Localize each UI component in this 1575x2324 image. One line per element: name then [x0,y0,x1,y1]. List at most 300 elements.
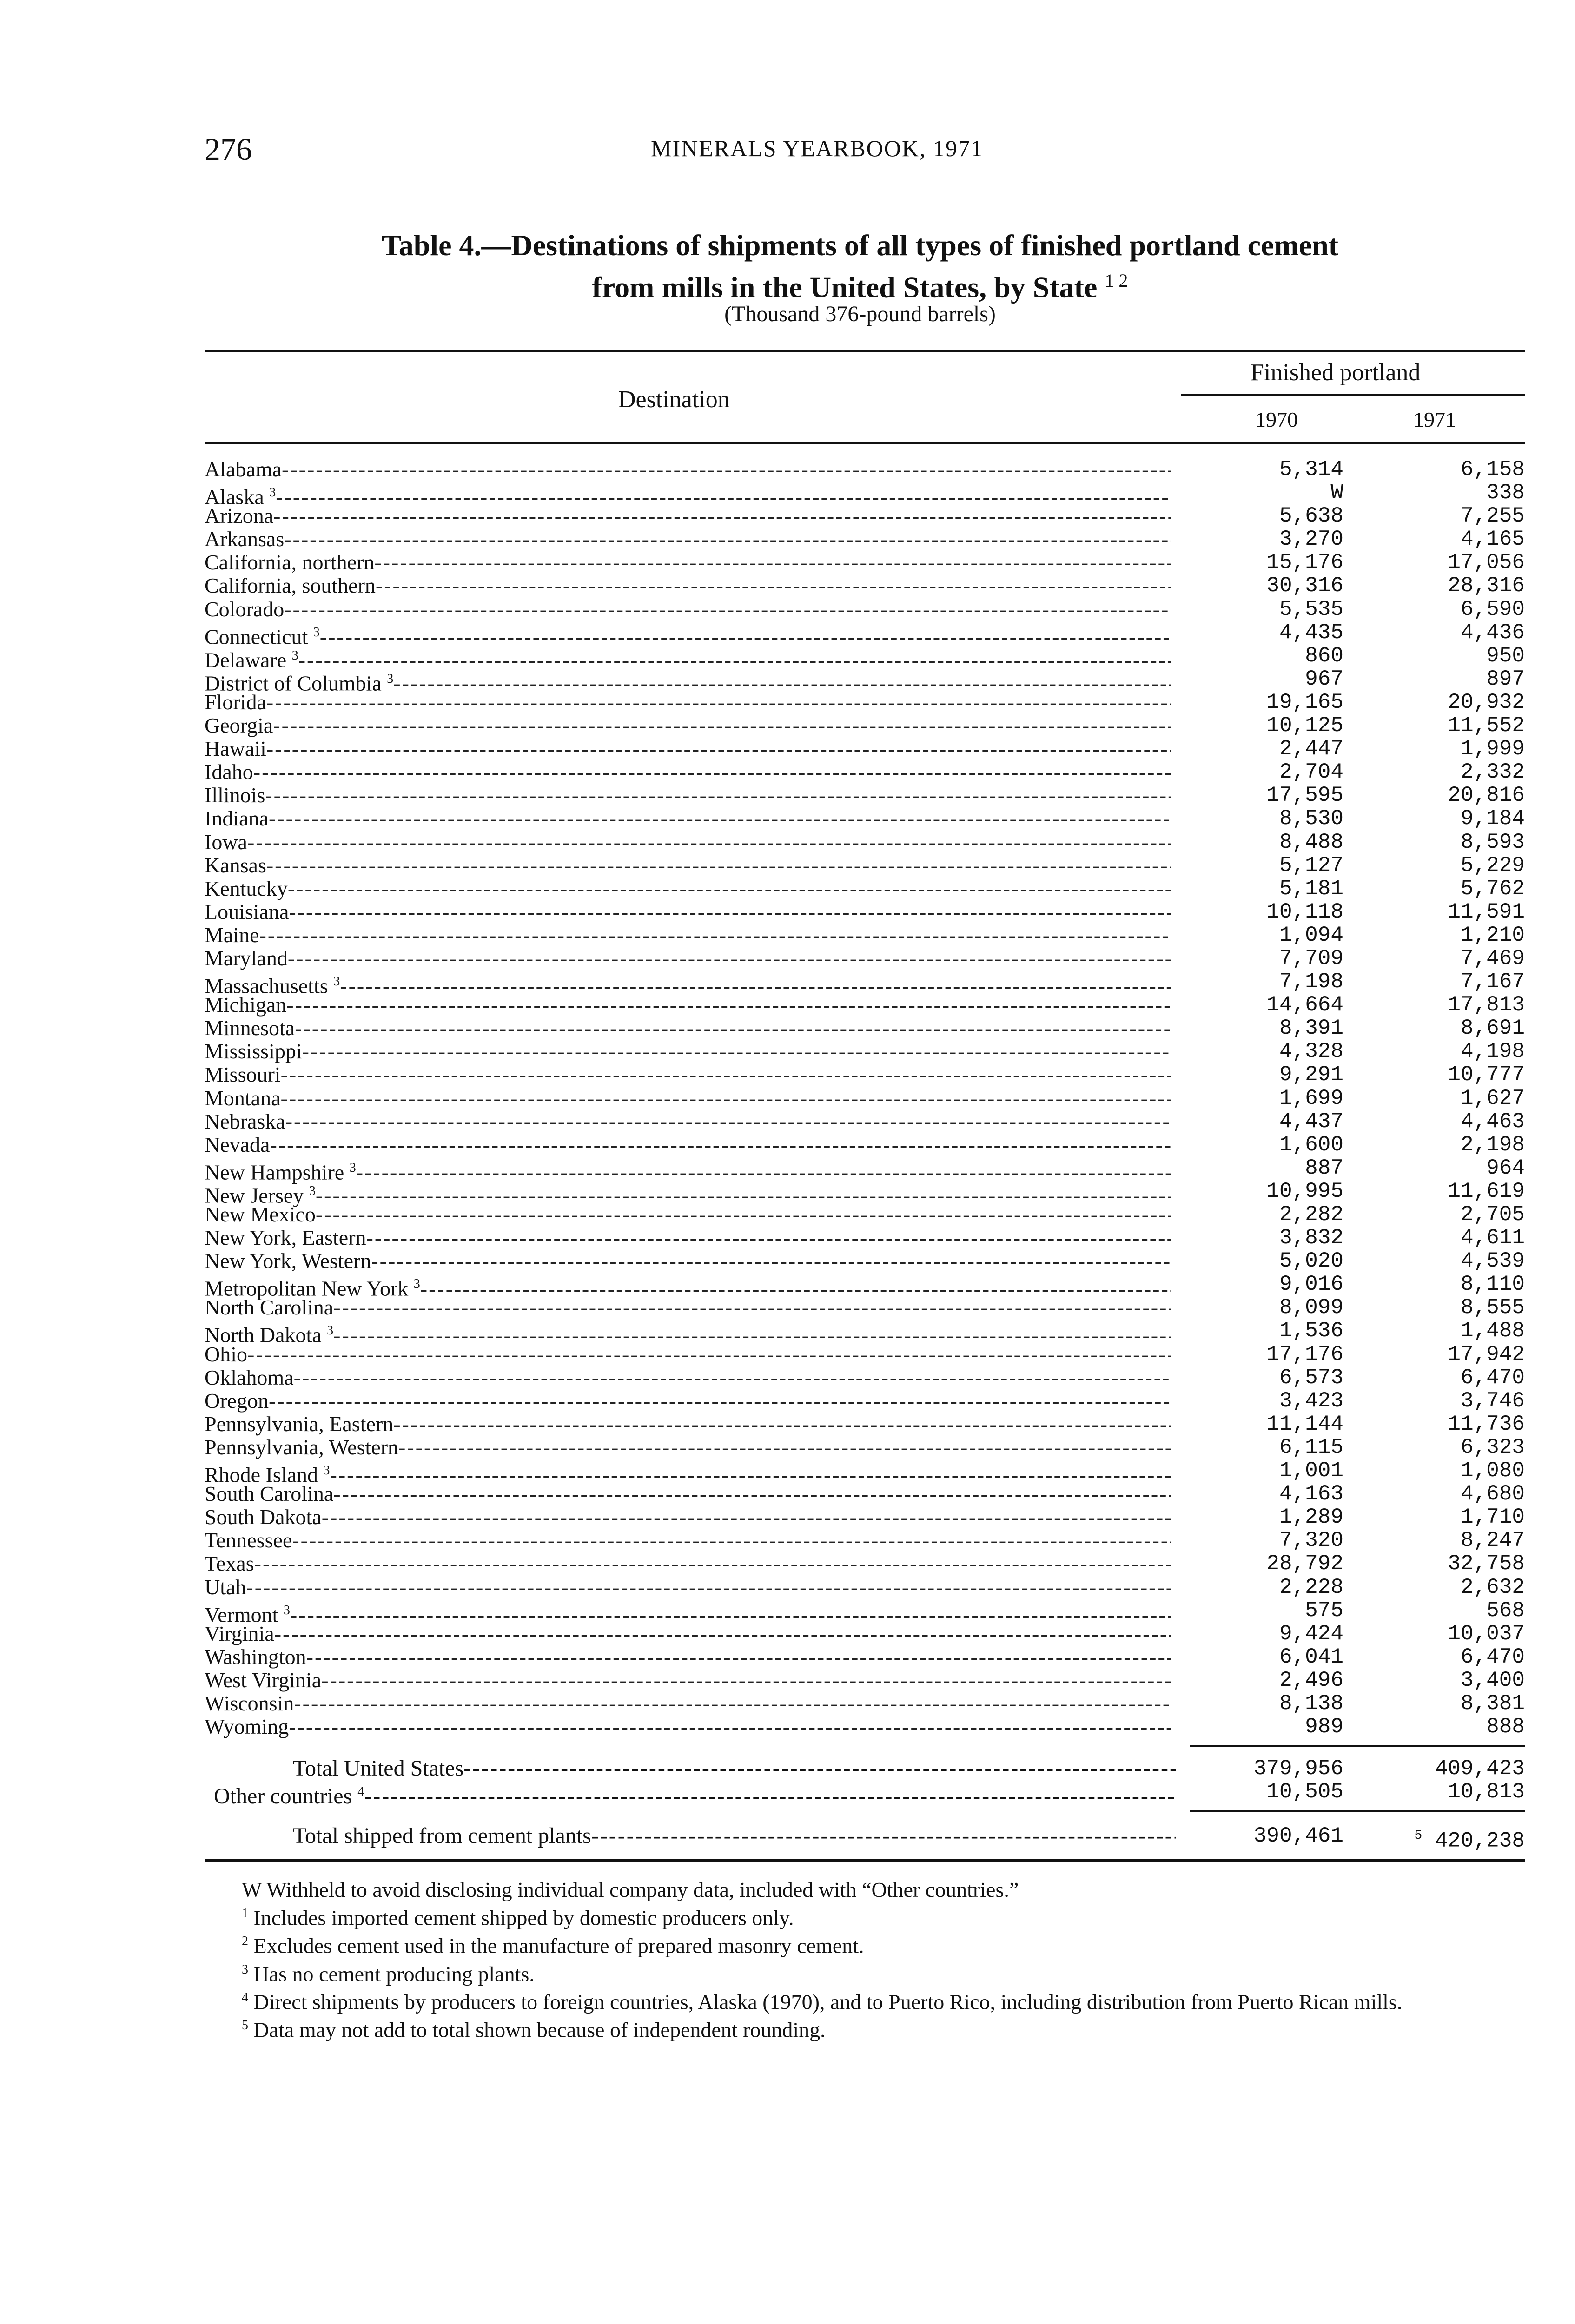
footnote-text: Withheld to avoid disclosing individual company data, included with “Other countries.” [266,1878,1019,1901]
other-countries-1971: 10,813 [1448,1780,1525,1804]
state-label [205,714,1171,737]
value-1971: 28,316 [1448,574,1525,598]
state-name: Hawaii [205,737,266,761]
value-1971: 9,184 [1460,806,1525,831]
value-1970: 6,573 [1279,1365,1343,1390]
total-united-states-text: Total United States [293,1757,464,1780]
table-row [205,1598,1525,1626]
state-name: Pennsylvania, Eastern [205,1412,394,1436]
value-1970: 9,291 [1279,1063,1343,1087]
table-row [205,947,1525,970]
value-1970: 19,165 [1266,690,1343,714]
state-name: Georgia [205,714,273,738]
state-name: New York, Eastern [205,1226,366,1250]
value-1971: 7,255 [1460,504,1525,528]
value-1971: 3,746 [1460,1388,1525,1413]
state-name: Texas [205,1552,254,1576]
value-1970: 8,530 [1279,806,1343,831]
state-name: Wyoming [205,1715,289,1739]
table-row [205,1179,1525,1208]
state-name: Minnesota [205,1017,295,1040]
table-row [205,1249,1525,1273]
table-row [205,1576,1525,1599]
total-shipped-1970: 390,461 [1253,1824,1343,1848]
other-countries-label [214,1780,1176,1808]
value-1970: 2,447 [1279,737,1343,761]
state-label [205,1343,1171,1366]
table-row [205,784,1525,807]
footnote [218,1986,1520,2014]
table-row [205,481,1525,509]
footnote-mark: 3 [283,1603,290,1618]
header-bottom-rule [205,442,1525,444]
table-row [205,1203,1525,1226]
table-row [205,1529,1525,1552]
table-row [205,1226,1525,1249]
value-1971: 5,762 [1460,876,1525,901]
table-row [205,854,1525,877]
footnote-mark: 1 [242,1906,248,1921]
value-1971: 950 [1486,643,1525,668]
state-label [205,1715,1171,1738]
state-name: District of Columbia [205,671,382,695]
state-label [205,1087,1171,1110]
table-row [205,458,1525,481]
value-1970: 10,125 [1266,713,1343,738]
value-1971: 4,463 [1460,1109,1525,1134]
value-1970: 11,144 [1266,1412,1343,1436]
other-countries-row [214,1780,1525,1808]
state-label [205,458,1171,481]
value-1970: 5,314 [1279,457,1343,482]
value-1970: 17,595 [1266,783,1343,808]
state-label [205,877,1171,900]
value-1971: 1,080 [1460,1459,1525,1483]
value-1970: 860 [1305,643,1343,668]
state-name: Washington [205,1645,306,1669]
state-label [205,993,1171,1017]
running-title: MINERALS YEARBOOK, 1971 [651,135,983,161]
table-row [205,970,1525,998]
value-1971: 1,210 [1460,923,1525,947]
state-name: Colorado [205,597,285,621]
footnote-mark: 3 [269,485,276,500]
state-label [205,551,1171,574]
value-1971: 8,247 [1460,1528,1525,1553]
state-name: New Mexico [205,1203,316,1226]
table-row [205,1692,1525,1715]
value-1970: 1,001 [1279,1459,1343,1483]
table-row [205,1040,1525,1063]
footnote-mark: 3 [291,648,298,663]
state-name: New Hampshire [205,1160,344,1184]
value-1970: 8,099 [1279,1295,1343,1320]
footnote-mark: 3 [327,1323,334,1338]
value-1971: 4,436 [1460,620,1525,645]
table-row [205,1482,1525,1505]
table-row [205,1389,1525,1413]
state-name: Maryland [205,946,288,970]
value-1970: 887 [1305,1155,1343,1180]
state-name: Iowa [205,830,247,854]
table-row [205,1715,1525,1738]
other-countries-1970: 10,505 [1266,1780,1343,1804]
state-label [205,504,1171,528]
footnote-mark: 3 [349,1160,356,1175]
state-name: West Virginia [205,1668,322,1692]
value-1971: 568 [1486,1598,1525,1623]
total-united-states-row [293,1757,1525,1780]
value-1970: 1,094 [1279,923,1343,947]
value-1971: 2,632 [1460,1575,1525,1599]
state-name: North Dakota [205,1323,322,1347]
state-label [205,1413,1171,1436]
value-1970: 3,832 [1279,1226,1343,1250]
state-label [205,691,1171,714]
table-row [205,1436,1525,1459]
state-name: Alabama [205,458,282,481]
value-1970: 575 [1305,1598,1343,1623]
table-row [205,1459,1525,1487]
other-countries-footnote-mark: 4 [357,1784,364,1799]
table-row [205,807,1525,830]
table-row [205,737,1525,760]
value-1970: 30,316 [1266,574,1343,598]
state-label [205,1552,1171,1575]
state-label [205,854,1171,877]
footnote-mark: 4 [242,1990,248,2005]
total-united-states-1970: 379,956 [1253,1756,1343,1781]
subtotal-rule [1190,1745,1525,1747]
state-label [205,1669,1171,1692]
state-label [205,1505,1171,1529]
state-label [205,1529,1171,1552]
total-shipped-footnote-mark: 5 [1414,1829,1423,1843]
value-1971: 7,167 [1460,970,1525,994]
state-label [205,1040,1171,1063]
footnote-mark: 3 [323,1463,330,1478]
state-name: Vermont [205,1602,278,1626]
state-label [205,1692,1171,1715]
table-row [205,1017,1525,1040]
value-1971: 11,591 [1448,899,1525,924]
table-row [205,831,1525,854]
table-row [205,1296,1525,1319]
footnote-mark: 3 [242,1962,248,1977]
value-1970: 5,535 [1279,597,1343,621]
table-row [205,643,1525,672]
value-1971: 11,619 [1448,1179,1525,1203]
table-subtitle: (Thousand 376-pound barrels) [724,302,996,326]
value-1971: 6,158 [1460,457,1525,482]
table-row [205,1669,1525,1692]
table-row [205,620,1525,648]
column-group-finished-portland: Finished portland [1251,359,1421,386]
table-row [205,1319,1525,1347]
total-shipped-row [293,1824,1525,1853]
footnote-mark: W [242,1878,262,1901]
state-label [205,598,1171,621]
state-name: Wisconsin [205,1691,294,1715]
state-name: Louisiana [205,900,289,924]
table-title [279,228,1441,305]
value-1971: 2,332 [1460,760,1525,785]
value-1971: 11,736 [1448,1412,1525,1436]
state-name: South Dakota [205,1505,322,1529]
value-1970: 7,709 [1279,946,1343,971]
value-1971: 4,680 [1460,1482,1525,1506]
value-1971: 4,165 [1460,527,1525,552]
title-line-2 [279,263,1441,305]
value-1970: 4,435 [1279,620,1343,645]
value-1971: 1,488 [1460,1319,1525,1343]
value-1970: 8,488 [1279,830,1343,854]
table-row [205,1063,1525,1086]
table-body [205,458,1525,1738]
state-label [205,1249,1171,1273]
state-name: Massachusetts [205,974,328,998]
value-1970: 17,176 [1266,1342,1343,1367]
state-name: South Carolina [205,1482,334,1506]
state-label [205,574,1171,597]
table-bottom-rule [205,1859,1525,1862]
table-row [205,598,1525,621]
value-1970: 5,181 [1279,876,1343,901]
top-rule [205,350,1525,352]
table-row [205,714,1525,737]
state-label [205,1017,1171,1040]
total-united-states-1971: 409,423 [1435,1756,1525,1781]
table-row [205,1087,1525,1110]
state-label [205,807,1171,830]
state-name: California, northern [205,551,375,574]
value-1971: 8,381 [1460,1691,1525,1716]
value-1970: 2,228 [1279,1575,1343,1599]
table-row [205,1343,1525,1366]
state-name: Virginia [205,1622,274,1645]
value-1970: 9,424 [1279,1621,1343,1646]
table-row [205,667,1525,695]
value-1970: 14,664 [1266,993,1343,1017]
value-1970: 2,496 [1279,1668,1343,1692]
state-name: Ohio [205,1342,247,1366]
value-1970: W [1330,481,1343,505]
state-label [205,1366,1171,1389]
value-1970: 28,792 [1266,1552,1343,1576]
footnote-text: Direct shipments by producers to foreign countries, Alaska (1970), and to Puerto Rico, including distribution from Puerto Rican mills. [253,1990,1403,2014]
state-name: Oklahoma [205,1366,294,1389]
table-row [205,1645,1525,1669]
state-name: Nebraska [205,1109,285,1133]
value-1970: 6,041 [1279,1644,1343,1669]
value-1971: 5,229 [1460,853,1525,878]
value-1970: 6,115 [1279,1435,1343,1459]
table-row [205,760,1525,784]
state-name: Illinois [205,784,265,807]
value-1971: 32,758 [1448,1552,1525,1576]
value-1971: 17,942 [1448,1342,1525,1367]
value-1971: 1,710 [1460,1505,1525,1530]
footnote [218,1878,1520,1901]
state-name: Oregon [205,1389,269,1413]
value-1971: 2,198 [1460,1132,1525,1157]
state-name: Mississippi [205,1040,302,1063]
value-1970: 989 [1305,1715,1343,1739]
value-1971: 3,400 [1460,1668,1525,1692]
state-name: Michigan [205,993,287,1017]
column-header-destination: Destination [618,386,730,413]
table-row [205,1366,1525,1389]
footnote-mark: 3 [333,974,340,989]
footnote-text: Includes imported cement shipped by domestic producers only. [253,1906,794,1930]
state-name: Tennessee [205,1529,292,1552]
footnote-text: Data may not add to total shown because of independent rounding. [253,2018,826,2042]
table-row [205,574,1525,597]
value-1970: 1,600 [1279,1132,1343,1157]
state-label [205,1296,1171,1319]
value-1971: 897 [1486,667,1525,691]
title-footnote-marks: 1 2 [1105,270,1128,291]
value-1970: 10,995 [1266,1179,1343,1203]
value-1971: 20,816 [1448,783,1525,808]
state-label [205,900,1171,924]
value-1970: 1,536 [1279,1319,1343,1343]
footnote [218,2014,1520,2041]
state-name: Montana [205,1086,281,1110]
value-1971: 8,555 [1460,1295,1525,1320]
state-name: Idaho [205,760,253,784]
value-1971: 4,611 [1460,1226,1525,1250]
total-united-states-label [293,1757,1176,1780]
value-1971: 17,813 [1448,993,1525,1017]
value-1970: 967 [1305,667,1343,691]
value-1971: 888 [1486,1715,1525,1739]
table-row [205,1552,1525,1575]
total-shipped-1971-value: 420,238 [1435,1829,1525,1853]
state-label [205,760,1171,784]
state-name: Pennsylvania, Western [205,1435,399,1459]
state-name: Alaska [205,485,264,509]
group-rule [1181,394,1525,396]
state-name: Kansas [205,853,266,877]
state-label [205,831,1171,854]
footnote [218,1929,1520,1957]
value-1971: 20,932 [1448,690,1525,714]
footnote-mark: 3 [309,1183,316,1198]
state-label [205,1063,1171,1086]
value-1970: 2,704 [1279,760,1343,785]
value-1970: 4,328 [1279,1039,1343,1064]
footnote-mark: 3 [313,625,320,640]
table-row [205,993,1525,1017]
value-1970: 1,699 [1279,1086,1343,1110]
state-name: Delaware [205,648,287,672]
page-number: 276 [205,132,252,167]
total-shipped-1971 [1414,1824,1525,1852]
state-label [205,784,1171,807]
title-line-2-text: from mills in the United States, by State [592,271,1098,304]
value-1971: 10,777 [1448,1063,1525,1087]
table-row [205,1413,1525,1436]
state-name: Maine [205,923,259,947]
table-row [205,1622,1525,1645]
state-label [205,1482,1171,1505]
column-header-1970: 1970 [1255,408,1298,431]
value-1971: 4,539 [1460,1249,1525,1274]
state-name: Connecticut [205,624,308,648]
state-label [205,1133,1171,1156]
total-shipped-label [293,1824,1176,1848]
footnote-mark: 3 [413,1277,420,1292]
state-label [205,1576,1171,1599]
value-1971: 1,999 [1460,737,1525,761]
value-1971: 17,056 [1448,550,1525,575]
state-name: Kentucky [205,877,288,900]
value-1971: 6,590 [1460,597,1525,621]
state-label [205,1645,1171,1669]
value-1970: 3,270 [1279,527,1343,552]
footnote-text: Excludes cement used in the manufacture of prepared masonry cement. [253,1934,864,1958]
column-header-1971: 1971 [1413,408,1456,431]
other-countries-text: Other countries [214,1784,352,1808]
table-row [205,924,1525,947]
value-1970: 5,020 [1279,1249,1343,1274]
value-1971: 4,198 [1460,1039,1525,1064]
value-1971: 6,323 [1460,1435,1525,1459]
table-row [205,1272,1525,1301]
value-1970: 10,118 [1266,899,1343,924]
value-1970: 9,016 [1279,1272,1343,1297]
value-1970: 7,198 [1279,970,1343,994]
value-1970: 2,282 [1279,1202,1343,1227]
table-row [205,691,1525,714]
footnote-text: Has no cement producing plants. [253,1961,535,1986]
value-1970: 7,320 [1279,1528,1343,1553]
state-name: California, southern [205,574,376,598]
table-row [205,1505,1525,1529]
footnote [218,1958,1520,1986]
footnote-mark: 2 [242,1934,248,1949]
state-label [205,737,1171,760]
footnotes [218,1878,1520,2042]
value-1971: 10,037 [1448,1621,1525,1646]
total-shipped-text: Total shipped from cement plants [293,1824,591,1848]
state-name: Rhode Island [205,1463,318,1487]
value-1971: 8,691 [1460,1016,1525,1041]
state-name: Missouri [205,1063,281,1087]
value-1971: 2,705 [1460,1202,1525,1227]
state-name: North Carolina [205,1296,334,1320]
state-label [205,947,1171,970]
state-label [205,1203,1171,1226]
value-1970: 1,289 [1279,1505,1343,1530]
value-1971: 6,470 [1460,1644,1525,1669]
state-label [205,528,1171,551]
table-row [205,1110,1525,1133]
value-1970: 8,138 [1279,1691,1343,1716]
value-1970: 3,423 [1279,1388,1343,1413]
footnote-mark: 5 [242,2018,248,2033]
table-row [205,504,1525,528]
value-1970: 15,176 [1266,550,1343,575]
state-label [205,1110,1171,1133]
value-1971: 964 [1486,1155,1525,1180]
state-name: Arizona [205,504,274,528]
value-1971: 8,593 [1460,830,1525,854]
table-row [205,877,1525,900]
value-1970: 5,638 [1279,504,1343,528]
state-name: Utah [205,1575,246,1599]
